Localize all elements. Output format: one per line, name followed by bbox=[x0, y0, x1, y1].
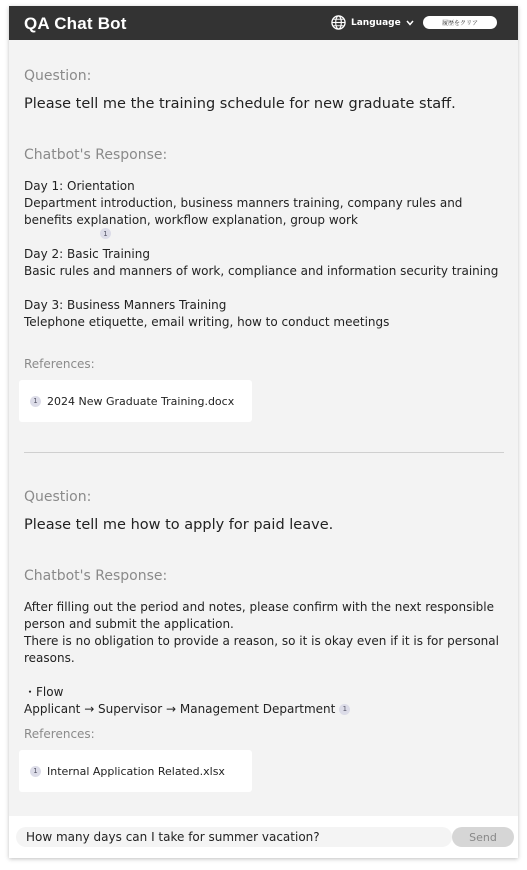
language-label: Language bbox=[351, 17, 401, 28]
response-p2-line1: There is no obligation to provide a reason, so it is okay even if it is for personal bbox=[24, 634, 499, 648]
question-label: Question: bbox=[24, 68, 92, 84]
app-header bbox=[9, 6, 518, 40]
response-flow-line bbox=[24, 701, 504, 718]
reference-filename: Internal Application Related.xlsx bbox=[47, 764, 225, 778]
citation-marker[interactable]: 1 bbox=[100, 228, 111, 239]
question-text: Please tell me the training schedule for new graduate staff. bbox=[24, 96, 456, 112]
flow-text: Applicant → Supervisor → Management Department bbox=[24, 702, 336, 716]
citation-marker[interactable]: 1 bbox=[339, 704, 350, 715]
reference-filename: 2024 New Graduate Training.docx bbox=[47, 394, 235, 408]
message-input-bar bbox=[9, 816, 518, 858]
language-selector[interactable] bbox=[331, 15, 419, 30]
response-day2-title: Day 2: Basic Training bbox=[24, 247, 150, 261]
reference-card[interactable] bbox=[19, 750, 252, 792]
response-label: Chatbot's Response: bbox=[24, 568, 168, 584]
response-p1-line1: After filling out the period and notes, please confirm with the next responsible bbox=[24, 600, 494, 614]
clear-history-button[interactable]: 履歴をクリア bbox=[423, 16, 497, 29]
references-label: References: bbox=[24, 357, 95, 371]
response-day3-line1: Telephone etiquette, email writing, how to conduct meetings bbox=[24, 315, 390, 329]
app-title: QA Chat Bot bbox=[24, 14, 127, 33]
response-day1-title: Day 1: Orientation bbox=[24, 179, 135, 193]
question-label: Question: bbox=[24, 489, 92, 505]
response-day3-title: Day 3: Business Manners Training bbox=[24, 298, 227, 312]
conversation-divider bbox=[24, 452, 504, 453]
response-label: Chatbot's Response: bbox=[24, 147, 168, 163]
response-day2-line1: Basic rules and manners of work, compliance and information security training bbox=[24, 264, 499, 278]
reference-card[interactable] bbox=[19, 380, 252, 422]
response-day1-line1: Department introduction, business manners training, company rules and bbox=[24, 196, 463, 210]
response-flow-title: ・Flow bbox=[24, 685, 64, 699]
reference-number: 1 bbox=[30, 766, 41, 777]
message-input[interactable] bbox=[16, 827, 452, 847]
chevron-down-icon bbox=[406, 20, 414, 26]
response-p2-line2: reasons. bbox=[24, 651, 75, 665]
chat-window bbox=[9, 6, 518, 858]
globe-icon bbox=[331, 15, 346, 30]
send-button[interactable]: Send bbox=[452, 827, 514, 847]
question-text: Please tell me how to apply for paid leave. bbox=[24, 517, 334, 533]
references-label: References: bbox=[24, 727, 95, 741]
reference-number: 1 bbox=[30, 396, 41, 407]
response-p1-line2: person and submit the application. bbox=[24, 617, 234, 631]
response-day1-line2: benefits explanation, workflow explanation, group work bbox=[24, 213, 358, 227]
